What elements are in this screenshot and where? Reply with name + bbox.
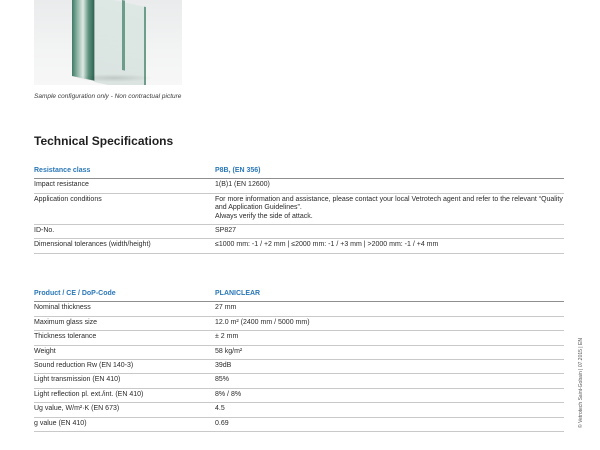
glass-pane [94,0,146,85]
row-label: ID-No. [34,224,215,238]
header-value: P8B, (EN 356) [215,165,564,179]
product-photo [34,0,182,85]
row-value: ± 2 mm [215,331,564,345]
table-row [34,359,564,373]
row-value: 1(B)1 (EN 12600) [215,179,564,193]
row-value [215,193,564,224]
side-note-wrap [578,338,600,434]
table-row [34,331,564,345]
header-value: PLANICLEAR [215,288,564,302]
row-value: 39dB [215,359,564,373]
photo-shadow [74,74,154,82]
row-label: Nominal thickness [34,302,215,316]
row-label: Application conditions [34,193,215,224]
row-label: Thickness tolerance [34,331,215,345]
row-value: 0.69 [215,417,564,431]
glass-interlayer [122,0,125,71]
table-row [34,374,564,388]
table-row [34,179,564,193]
row-value-text: For more information and assistance, please contact your local Vetrotech agent and refer to the relevant “Quality and Application Guidelines”. [215,195,563,212]
glass-edge [72,0,94,81]
table-row [34,388,564,402]
row-label: Weight [34,345,215,359]
row-label: Sound reduction Rw (EN 140-3) [34,359,215,373]
row-label: Dimensional tolerances (width/height) [34,239,215,253]
row-label: Impact resistance [34,179,215,193]
table-header-row [34,288,564,302]
row-value: 58 kg/m² [215,345,564,359]
row-value: 8% / 8% [215,388,564,402]
table-row [34,239,564,253]
row-value: SP827 [215,224,564,238]
section-title: Technical Specifications [34,134,174,148]
header-label: Product / CE / DoP-Code [34,288,215,302]
table-row [34,302,564,316]
product-table [34,288,564,432]
row-label: Ug value, W/m²·K (EN 673) [34,403,215,417]
row-value: 12.0 m² (2400 mm / 5000 mm) [215,316,564,330]
resistance-table [34,165,564,254]
table-row [34,316,564,330]
row-label: Maximum glass size [34,316,215,330]
row-label: g value (EN 410) [34,417,215,431]
copyright-note: © Vetrotech Saint-Gobain | 07.2015 | EN [578,338,584,428]
table-row [34,417,564,431]
row-value: 85% [215,374,564,388]
table-header-row [34,165,564,179]
row-value: ≤1000 mm: -1 / +2 mm | ≤2000 mm: -1 / +3 mm | >2000 mm: -1 / +4 mm [215,239,564,253]
table-row [34,345,564,359]
table-row [34,193,564,224]
table-row [34,224,564,238]
row-value-note: Always verify the side of attack. [215,212,313,220]
row-value: 27 mm [215,302,564,316]
photo-caption: Sample configuration only - Non contractual picture [34,93,182,100]
row-label: Light transmission (EN 410) [34,374,215,388]
row-label: Light reflection pl. ext./int. (EN 410) [34,388,215,402]
header-label: Resistance class [34,165,215,179]
row-value: 4.5 [215,403,564,417]
table-row [34,403,564,417]
